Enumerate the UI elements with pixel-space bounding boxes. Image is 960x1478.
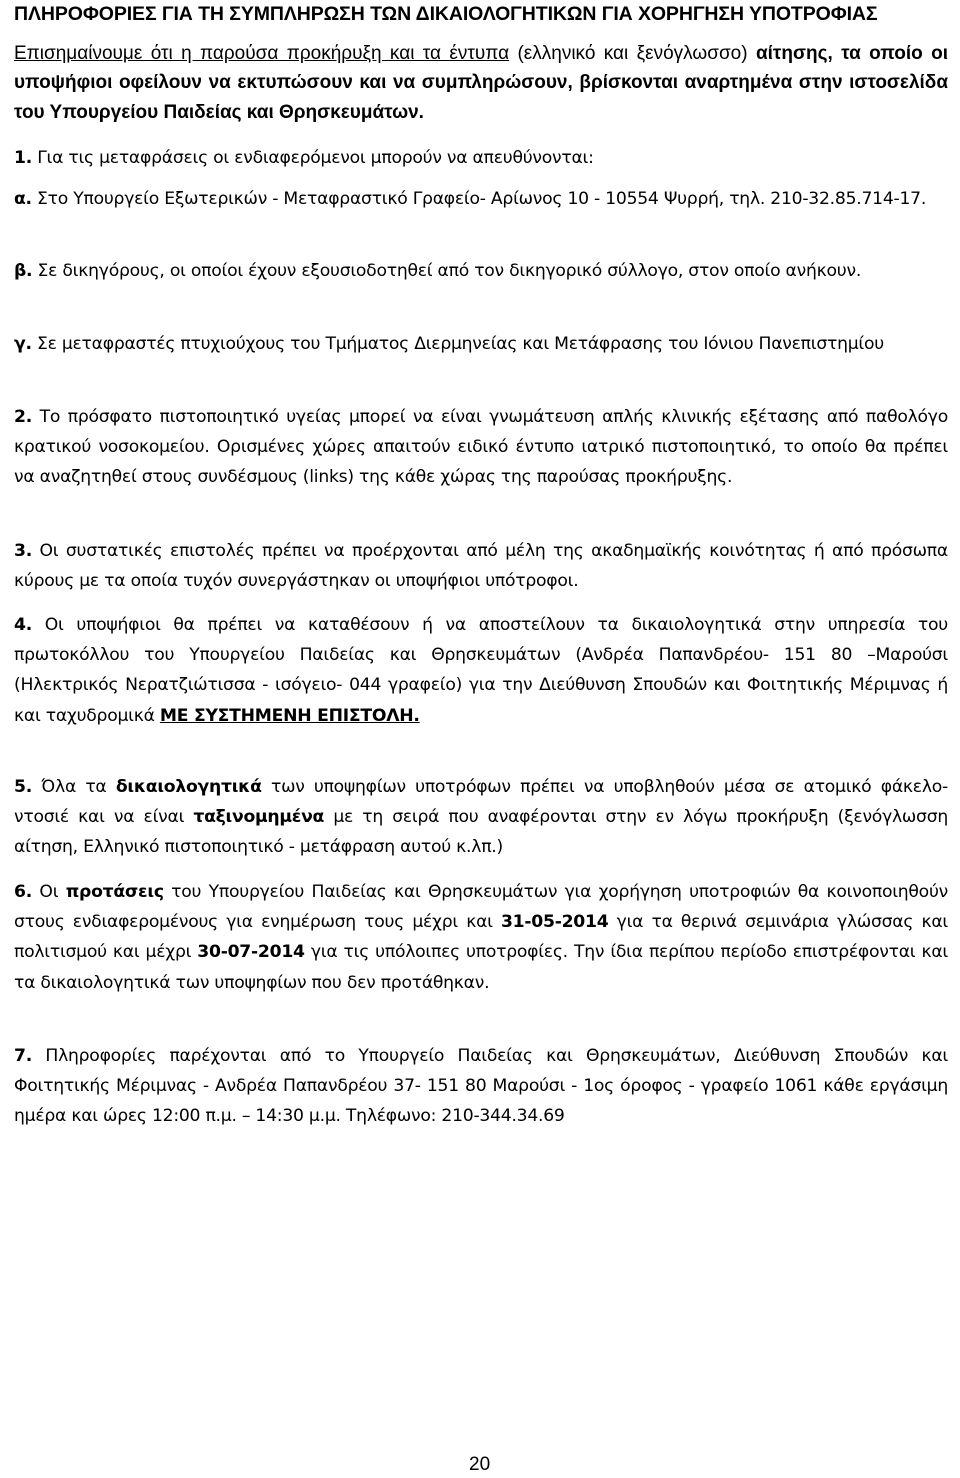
sub-item-b-text: Σε δικηγόρους, οι οποίοι έχουν εξουσιοδοτηθεί από τον δικηγορικό σύλλογο, στον οποίο ανήκουν. bbox=[32, 261, 862, 281]
item-2-number: 2. bbox=[14, 407, 32, 427]
item-5 bbox=[14, 772, 948, 863]
sub-item-c-text: Σε μεταφραστές πτυχιούχους του Τμήματος Διερμηνείας και Μετάφρασης του Ιόνιου Πανεπιστημίου bbox=[31, 334, 884, 354]
sub-item-a-letter: α. bbox=[14, 189, 32, 209]
item-3-text: Οι συστατικές επιστολές πρέπει να προέρχονται από μέλη της ακαδημαϊκής κοινότητας ή από πρόσωπα κύρους με τα οποία τυχόν συνεργάστηκαν οι υποψήφιοι υπότροφοι. bbox=[14, 541, 948, 592]
document-title: ΠΛΗΡΟΦΟΡΙΕΣ ΓΙΑ ΤΗ ΣΥΜΠΛΗΡΩΣΗ ΤΩΝ ΔΙΚΑΙΟΛΟΓΗΤΙΚΩΝ ΓΙΑ ΧΟΡΗΓΗΣΗ ΥΠΟΤΡΟΦΙΑΣ bbox=[14, 3, 878, 25]
item-6-date2: 30-07-2014 bbox=[197, 942, 305, 963]
item-1-number: 1. bbox=[14, 148, 32, 168]
intro-bold-text: αίτησης, τα οποίο οι υποψήφιοι οφείλουν να εκτυπώσουν και να συμπληρώσουν, βρίσκονται αναρτημένα στην ιστοσελίδα του Υπουργείου Παιδείας και Θρησκευμάτων. bbox=[14, 43, 949, 123]
item-7 bbox=[14, 1041, 948, 1132]
sub-item-c bbox=[14, 329, 948, 359]
item-1 bbox=[14, 143, 948, 173]
sub-item-a bbox=[14, 184, 948, 214]
sub-item-a-text: Στο Υπουργείο Εξωτερικών - Μεταφραστικό Γραφείο- Αρίωνος 10 - 10554 Ψυρρή, τηλ. 210-32.85.714-17. bbox=[31, 189, 927, 209]
item-5-bold2: ταξινομημένα bbox=[193, 807, 325, 828]
item-6-part4: για τις υπόλοιπες υποτροφίες. Την ίδια περίπου περίοδο επιστρέφονται και τα δικαιολογητικά των υποψηφίων που δεν προτάθηκαν. bbox=[14, 942, 948, 993]
page-number: 20 bbox=[469, 1454, 491, 1475]
item-6-bold1: προτάσεις bbox=[65, 882, 164, 902]
sub-item-b bbox=[14, 256, 948, 286]
item-5-number: 5. bbox=[14, 777, 32, 797]
sub-item-b-letter: β. bbox=[14, 261, 33, 281]
item-6 bbox=[14, 877, 948, 998]
item-4 bbox=[14, 610, 948, 731]
item-6-date1: 31-05-2014 bbox=[500, 912, 609, 933]
item-4-number: 4. bbox=[14, 615, 32, 635]
item-5-part2: των υποψηφίων υποτρόφων πρέπει να υποβληθούν μέσα σε ατομικό φάκελο-ντοσιέ και να είναι bbox=[14, 777, 948, 828]
item-1-text: Για τις μεταφράσεις οι ενδιαφερόμενοι μπορούν να απευθύνονται: bbox=[32, 148, 594, 168]
intro-paragraph bbox=[14, 39, 948, 127]
item-2-text: Το πρόσφατο πιστοποιητικό υγείας μπορεί να είναι γνωμάτευση απλής κλινικής εξέτασης από παθολόγο κρατικού νοσοκομείου. Ορισμένες χώρες απαιτούν ειδικό έντυπο ιατρικό πιστοποιητικό, το οποίο θα πρέπει να αναζητηθεί στους συνδέσμους (links) της κάθε χώρας της παρούσας προκήρυξης. bbox=[14, 407, 948, 488]
item-4-text: Οι υποψήφιοι θα πρέπει να καταθέσουν ή να αποστείλουν τα δικαιολογητικά στην υπηρεσία του πρωτοκόλλου του Υπουργείου Παιδείας και Θρησκευμάτων (Ανδρέα Παπανδρέου- 151 80 –Μαρούσι (Ηλεκτρικός Νερατζιώτισσα - ισόγειο- 044 γραφείο) για την Διεύθυνση Σπουδών και Φοιτητικής Μέριμνας ή και ταχυδρομικά bbox=[14, 615, 948, 726]
item-7-text: Πληροφορίες παρέχονται από το Υπουργείο Παιδείας και Θρησκευμάτων, Διεύθυνση Σπουδών και Φοιτητικής Μέριμνας - Ανδρέα Παπανδρέου 37- 151 80 Μαρούσι - 1ος όροφος - γραφείο 1061 κάθε εργάσιμη ημέρα και ώρες 12:00 π.μ. – 14:30 μ.μ. Τηλέφωνο: 210-344.34.69 bbox=[14, 1046, 948, 1127]
item-5-bold1: δικαιολογητικά bbox=[115, 777, 262, 797]
item-6-number: 6. bbox=[14, 882, 32, 902]
item-4-registered-mail: ΜΕ ΣΥΣΤΗΜΕΝΗ ΕΠΙΣΤΟΛΗ. bbox=[159, 705, 420, 726]
item-7-number: 7. bbox=[14, 1046, 32, 1066]
item-5-part3: με τη σειρά που αναφέρονται στην εν λόγω προκήρυξη (ξενόγλωσση αίτηση, Ελληνικό πιστοποιητικό - μετάφραση αυτού κ.λπ.) bbox=[14, 807, 948, 858]
item-2 bbox=[14, 402, 948, 493]
intro-lead-underlined: Επισημαίνουμε ότι η παρούσα προκήρυξη και τα έντυπα bbox=[14, 43, 510, 64]
intro-lead-rest: (ελληνικό και ξενόγλωσσο) bbox=[509, 43, 748, 64]
item-3-number: 3. bbox=[14, 541, 32, 561]
item-3 bbox=[14, 536, 948, 596]
sub-item-c-letter: γ. bbox=[14, 334, 32, 354]
item-5-part1: Όλα τα bbox=[32, 777, 116, 797]
item-6-part2: του Υπουργείου Παιδείας και Θρησκευμάτων για χορήγηση υποτροφιών θα κοινοποιηθούν στους ενδιαφερομένους για ενημέρωση τους μέχρι και bbox=[14, 882, 948, 933]
item-6-part3: για τα θερινά σεμινάρια γλώσσας και πολιτισμού και μέχρι bbox=[14, 912, 948, 963]
item-6-part1: Οι bbox=[32, 882, 66, 902]
